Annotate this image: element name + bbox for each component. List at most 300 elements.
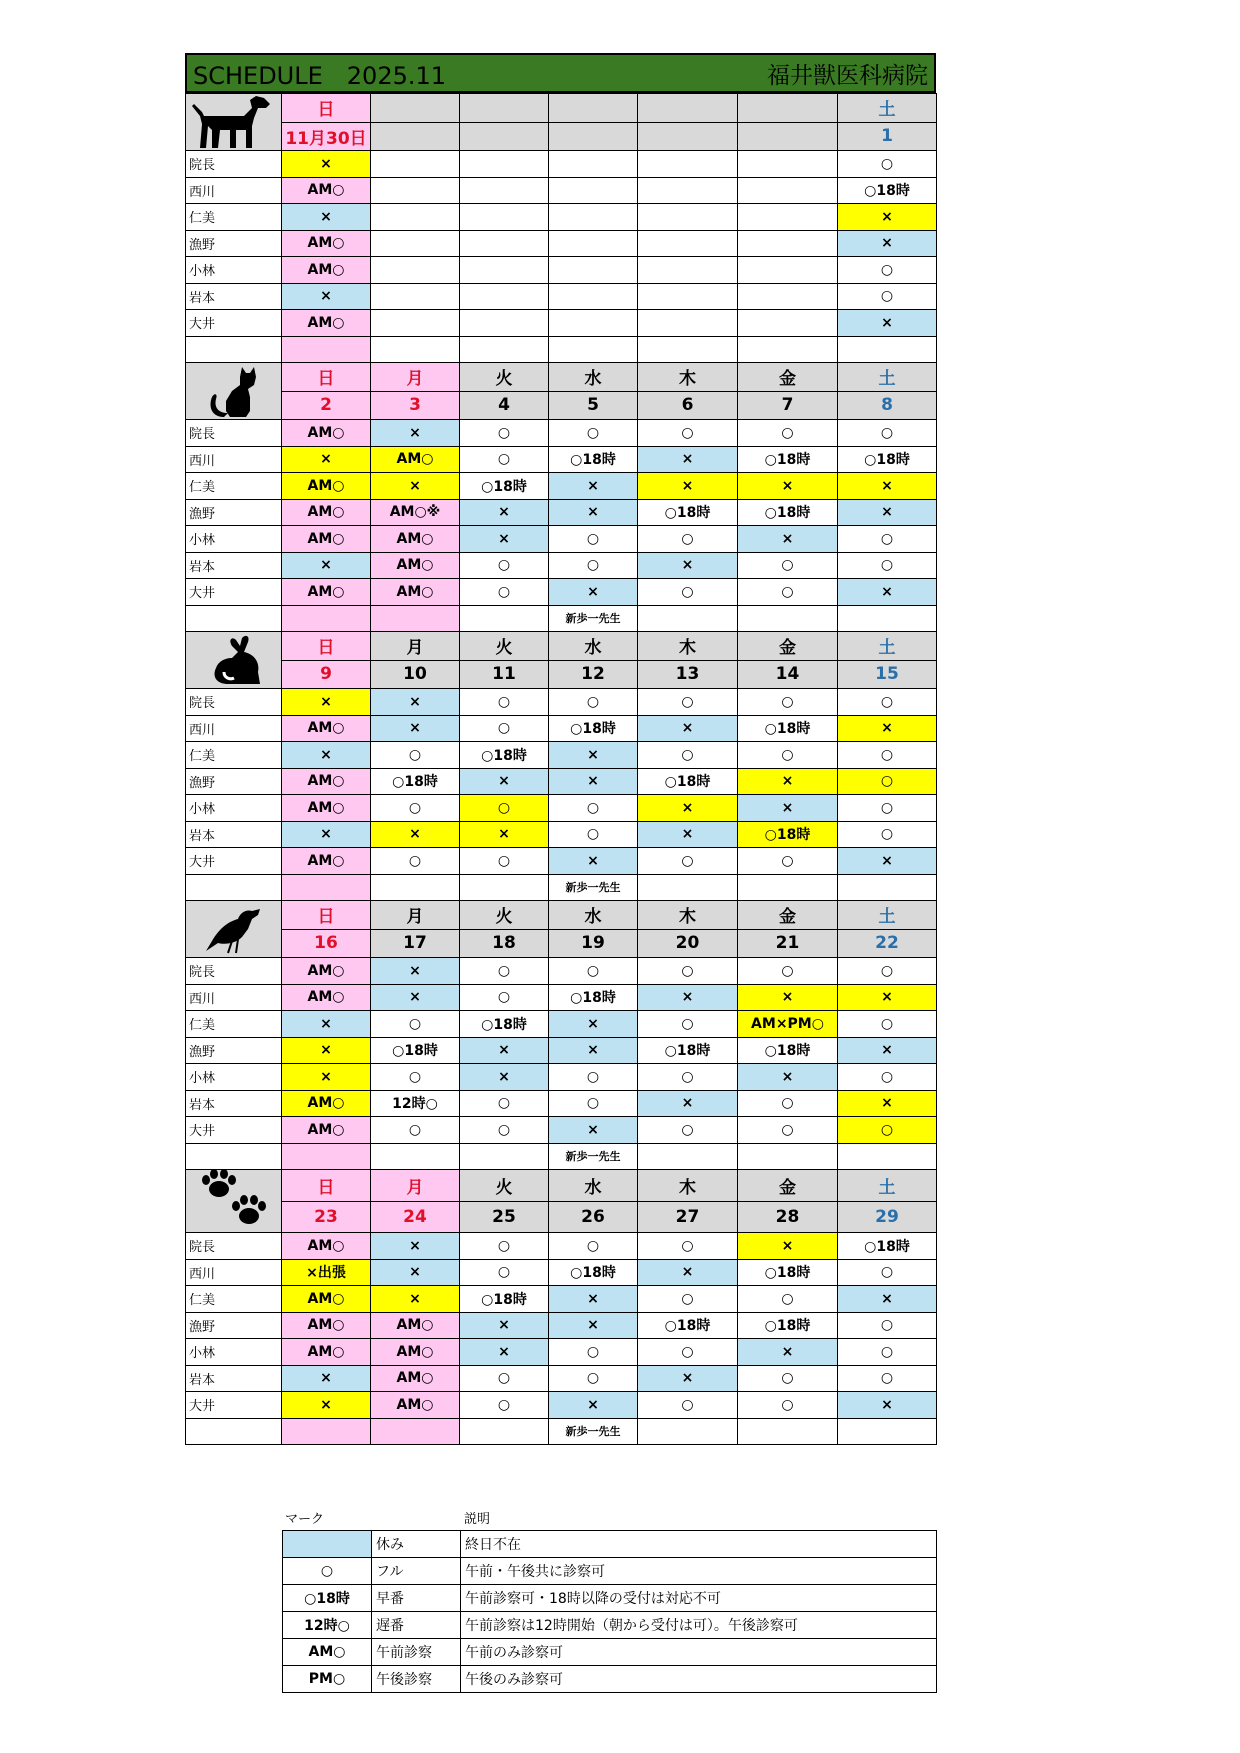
day-of-week: 月 xyxy=(371,632,460,661)
schedule-cell: ○ xyxy=(549,1064,638,1091)
schedule-table xyxy=(185,93,937,1445)
day-of-week xyxy=(738,94,838,123)
schedule-cell: ○18時 xyxy=(371,1037,460,1064)
schedule-cell: × xyxy=(838,984,937,1011)
schedule-cell: ○ xyxy=(638,1233,738,1260)
schedule-cell: ○ xyxy=(549,1233,638,1260)
schedule-cell: ○ xyxy=(738,689,838,716)
staff-name: 西川 xyxy=(186,446,282,473)
schedule-cell: AM○ xyxy=(282,768,371,795)
schedule-cell: ○ xyxy=(838,1064,937,1091)
staff-row xyxy=(186,1312,937,1339)
schedule-cell: × xyxy=(838,230,937,257)
schedule-cell: × xyxy=(738,768,838,795)
week-1-date-row xyxy=(186,122,937,151)
legend-row xyxy=(283,1666,937,1693)
schedule-cell: × xyxy=(838,1090,937,1117)
day-of-week: 金 xyxy=(738,632,838,661)
date-cell: 21 xyxy=(738,929,838,958)
schedule-cell: × xyxy=(638,715,738,742)
schedule-cell: ○ xyxy=(638,579,738,606)
schedule-cell xyxy=(738,283,838,310)
schedule-cell xyxy=(549,310,638,337)
schedule-cell: ○ xyxy=(460,715,549,742)
legend-mark: 12時○ xyxy=(283,1612,372,1639)
staff-name: 岩本 xyxy=(186,552,282,579)
schedule-cell: × xyxy=(838,473,937,500)
schedule-cell: × xyxy=(838,1392,937,1419)
staff-row xyxy=(186,579,937,606)
schedule-cell: ○ xyxy=(371,795,460,822)
schedule-cell: × xyxy=(460,1037,549,1064)
schedule-cell: × xyxy=(738,984,838,1011)
schedule-cell xyxy=(549,283,638,310)
schedule-cell: ○ xyxy=(638,526,738,553)
date-cell xyxy=(549,122,638,151)
schedule-cell: × xyxy=(282,552,371,579)
date-cell: 5 xyxy=(549,391,638,420)
staff-row xyxy=(186,1090,937,1117)
schedule-cell: × xyxy=(460,1064,549,1091)
day-of-week: 火 xyxy=(460,363,549,392)
schedule-cell: ○ xyxy=(460,984,549,1011)
staff-row xyxy=(186,310,937,337)
staff-row xyxy=(186,230,937,257)
schedule-cell: ○ xyxy=(638,689,738,716)
day-of-week: 土 xyxy=(838,94,937,123)
legend-desc: 午前のみ診察可 xyxy=(461,1639,937,1666)
staff-name: 仁美 xyxy=(186,1286,282,1313)
staff-name: 漁野 xyxy=(186,768,282,795)
schedule-cell: × xyxy=(549,1117,638,1144)
day-of-week: 火 xyxy=(460,632,549,661)
staff-row xyxy=(186,1233,937,1260)
schedule-cell: × xyxy=(738,473,838,500)
schedule-cell xyxy=(638,177,738,204)
schedule-cell xyxy=(549,204,638,231)
schedule-cell: × xyxy=(838,579,937,606)
date-cell: 6 xyxy=(638,391,738,420)
schedule-cell: × xyxy=(371,1259,460,1286)
staff-name: 大井 xyxy=(186,1117,282,1144)
staff-row xyxy=(186,283,937,310)
schedule-cell: ○ xyxy=(371,742,460,769)
schedule-cell: × xyxy=(460,499,549,526)
schedule-cell: ○ xyxy=(549,1365,638,1392)
week-5-date-row xyxy=(186,1201,937,1233)
schedule-cell: AM○ xyxy=(282,1312,371,1339)
schedule-cell: × xyxy=(638,821,738,848)
day-of-week: 日 xyxy=(282,632,371,661)
note-row xyxy=(186,1143,937,1170)
day-of-week: 月 xyxy=(371,363,460,392)
schedule-cell: ○ xyxy=(738,552,838,579)
schedule-cell xyxy=(460,283,549,310)
schedule-cell: ○18時 xyxy=(371,768,460,795)
blank-cell xyxy=(282,1418,371,1445)
legend-mark-header: マーク xyxy=(285,1512,325,1527)
blank-cell xyxy=(738,874,838,901)
schedule-cell: ○ xyxy=(460,689,549,716)
schedule-cell: ○ xyxy=(460,552,549,579)
staff-name: 院長 xyxy=(186,151,282,178)
schedule-cell: AM○ xyxy=(371,1365,460,1392)
schedule-cell: × xyxy=(838,204,937,231)
staff-name: 西川 xyxy=(186,984,282,1011)
schedule-cell: AM○ xyxy=(282,1117,371,1144)
staff-name: 岩本 xyxy=(186,821,282,848)
schedule-cell: ○ xyxy=(838,1259,937,1286)
schedule-cell: ○18時 xyxy=(738,1037,838,1064)
schedule-cell: ○ xyxy=(638,958,738,985)
bird-icon xyxy=(186,901,282,958)
blank-cell xyxy=(282,605,371,632)
staff-row xyxy=(186,257,937,284)
blank-cell xyxy=(460,1418,549,1445)
blank-cell xyxy=(638,605,738,632)
schedule-cell: ○ xyxy=(460,1117,549,1144)
schedule-cell: ○ xyxy=(738,1392,838,1419)
schedule-cell: × xyxy=(460,768,549,795)
schedule-cell xyxy=(371,310,460,337)
date-cell: 29 xyxy=(838,1201,937,1233)
staff-row xyxy=(186,768,937,795)
week-3-dow-row xyxy=(186,632,937,661)
schedule-cell: ○ xyxy=(638,742,738,769)
schedule-cell: × xyxy=(638,446,738,473)
schedule-cell: × xyxy=(282,446,371,473)
schedule-title: SCHEDULE 2025.11 xyxy=(193,61,447,90)
staff-row xyxy=(186,177,937,204)
blank-cell xyxy=(738,336,838,363)
schedule-cell: × xyxy=(738,1339,838,1366)
day-of-week: 金 xyxy=(738,363,838,392)
legend-mark: PM○ xyxy=(283,1666,372,1693)
staff-row xyxy=(186,984,937,1011)
schedule-cell: 12時○ xyxy=(371,1090,460,1117)
staff-name: 小林 xyxy=(186,795,282,822)
day-of-week xyxy=(638,94,738,123)
schedule-cell: AM×PM○ xyxy=(738,1011,838,1038)
schedule-cell: ○ xyxy=(371,1117,460,1144)
blank-cell xyxy=(371,336,460,363)
schedule-cell xyxy=(371,177,460,204)
week-2-dow-row xyxy=(186,363,937,392)
schedule-cell: ○18時 xyxy=(549,446,638,473)
schedule-cell: × xyxy=(371,1286,460,1313)
staff-row xyxy=(186,1392,937,1419)
legend-mark xyxy=(283,1531,372,1558)
schedule-cell: × xyxy=(549,1011,638,1038)
staff-name: 小林 xyxy=(186,257,282,284)
blank-cell xyxy=(838,874,937,901)
blank-cell xyxy=(371,605,460,632)
schedule-cell: AM○ xyxy=(371,579,460,606)
staff-name: 仁美 xyxy=(186,204,282,231)
date-cell: 11月30日 xyxy=(282,122,371,151)
day-of-week: 木 xyxy=(638,1170,738,1202)
blank-cell xyxy=(186,1418,282,1445)
schedule-cell: AM○ xyxy=(282,1339,371,1366)
schedule-cell: ○18時 xyxy=(738,1312,838,1339)
schedule-cell: × xyxy=(549,1312,638,1339)
staff-name: 院長 xyxy=(186,689,282,716)
schedule-cell: × xyxy=(638,1365,738,1392)
week-3-date-row xyxy=(186,660,937,689)
legend-row xyxy=(283,1558,937,1585)
schedule-cell: × xyxy=(282,742,371,769)
schedule-cell xyxy=(371,230,460,257)
schedule-cell: ○ xyxy=(371,848,460,875)
blank-cell xyxy=(838,1143,937,1170)
staff-name: 岩本 xyxy=(186,1090,282,1117)
schedule-cell: × xyxy=(282,689,371,716)
date-cell: 20 xyxy=(638,929,738,958)
staff-row xyxy=(186,473,937,500)
schedule-cell: ○ xyxy=(549,552,638,579)
schedule-cell: × xyxy=(282,1392,371,1419)
staff-name: 岩本 xyxy=(186,1365,282,1392)
blank-cell xyxy=(838,1418,937,1445)
staff-row xyxy=(186,795,937,822)
week-4-date-row xyxy=(186,929,937,958)
blank-cell xyxy=(638,874,738,901)
day-of-week: 土 xyxy=(838,363,937,392)
day-of-week: 土 xyxy=(838,1170,937,1202)
day-of-week: 水 xyxy=(549,1170,638,1202)
schedule-cell: × xyxy=(838,1286,937,1313)
schedule-cell xyxy=(371,257,460,284)
schedule-cell: AM○ xyxy=(282,958,371,985)
schedule-cell: ○ xyxy=(460,1233,549,1260)
note-cell: 新歩一先生 xyxy=(549,1418,638,1445)
schedule-cell: × xyxy=(549,768,638,795)
schedule-cell: AM○ xyxy=(282,1286,371,1313)
date-cell xyxy=(738,122,838,151)
day-of-week: 木 xyxy=(638,632,738,661)
schedule-cell: ○ xyxy=(638,1011,738,1038)
schedule-cell: ○ xyxy=(460,1365,549,1392)
schedule-cell: × xyxy=(371,821,460,848)
schedule-cell: ○ xyxy=(460,848,549,875)
schedule-cell: ○ xyxy=(549,689,638,716)
schedule-cell: × xyxy=(638,795,738,822)
schedule-cell: ○ xyxy=(738,848,838,875)
legend-desc: 午後のみ診察可 xyxy=(461,1666,937,1693)
date-cell: 15 xyxy=(838,660,937,689)
schedule-cell: ○ xyxy=(638,1117,738,1144)
staff-name: 仁美 xyxy=(186,1011,282,1038)
schedule-cell: × xyxy=(549,742,638,769)
blank-cell xyxy=(638,1418,738,1445)
date-cell: 10 xyxy=(371,660,460,689)
staff-name: 小林 xyxy=(186,1064,282,1091)
day-of-week: 日 xyxy=(282,94,371,123)
schedule-cell: ○18時 xyxy=(460,742,549,769)
schedule-cell: AM○ xyxy=(371,446,460,473)
staff-name: 漁野 xyxy=(186,1312,282,1339)
dog-icon xyxy=(186,94,282,151)
staff-row xyxy=(186,1037,937,1064)
date-cell: 14 xyxy=(738,660,838,689)
schedule-cell: ○ xyxy=(838,689,937,716)
day-of-week: 金 xyxy=(738,901,838,930)
legend-row xyxy=(283,1531,937,1558)
schedule-cell: × xyxy=(549,1286,638,1313)
schedule-cell: × xyxy=(460,1339,549,1366)
staff-row xyxy=(186,848,937,875)
blank-cell xyxy=(460,874,549,901)
day-of-week: 月 xyxy=(371,1170,460,1202)
schedule-cell: ○ xyxy=(838,958,937,985)
schedule-cell: ○18時 xyxy=(549,984,638,1011)
schedule-cell: × xyxy=(371,958,460,985)
staff-name: 大井 xyxy=(186,310,282,337)
blank-cell xyxy=(460,1143,549,1170)
schedule-cell: × xyxy=(549,499,638,526)
note-cell: 新歩一先生 xyxy=(549,1143,638,1170)
staff-row xyxy=(186,526,937,553)
date-cell: 12 xyxy=(549,660,638,689)
staff-name: 院長 xyxy=(186,420,282,447)
schedule-cell xyxy=(638,230,738,257)
schedule-cell: AM○ xyxy=(371,1339,460,1366)
day-of-week: 日 xyxy=(282,1170,371,1202)
schedule-cell: × xyxy=(638,552,738,579)
staff-row xyxy=(186,446,937,473)
legend-label: 遅番 xyxy=(372,1612,461,1639)
schedule-cell: ○ xyxy=(838,1117,937,1144)
date-cell: 23 xyxy=(282,1201,371,1233)
schedule-cell: × xyxy=(838,715,937,742)
schedule-cell xyxy=(460,230,549,257)
date-cell xyxy=(371,122,460,151)
date-cell: 3 xyxy=(371,391,460,420)
schedule-cell: × xyxy=(282,204,371,231)
schedule-cell: AM○ xyxy=(282,310,371,337)
staff-row xyxy=(186,1117,937,1144)
schedule-cell xyxy=(371,151,460,178)
date-cell: 9 xyxy=(282,660,371,689)
schedule-cell: ○18時 xyxy=(460,1286,549,1313)
schedule-cell: ○ xyxy=(738,742,838,769)
schedule-cell: ○ xyxy=(371,1011,460,1038)
schedule-cell xyxy=(371,204,460,231)
note-cell: 新歩一先生 xyxy=(549,605,638,632)
schedule-cell xyxy=(460,310,549,337)
legend-desc: 午前・午後共に診察可 xyxy=(461,1558,937,1585)
schedule-cell: ○ xyxy=(638,1064,738,1091)
schedule-cell: ○ xyxy=(838,420,937,447)
blank-cell xyxy=(186,874,282,901)
date-cell: 7 xyxy=(738,391,838,420)
staff-name: 漁野 xyxy=(186,499,282,526)
title-bar xyxy=(185,53,936,93)
day-of-week xyxy=(460,94,549,123)
day-of-week: 水 xyxy=(549,632,638,661)
schedule-cell xyxy=(638,310,738,337)
schedule-cell: AM○ xyxy=(282,984,371,1011)
cat-icon xyxy=(186,363,282,420)
schedule-cell xyxy=(738,177,838,204)
schedule-cell: ○ xyxy=(460,420,549,447)
schedule-cell: ○18時 xyxy=(738,1259,838,1286)
staff-row xyxy=(186,204,937,231)
schedule-cell xyxy=(638,283,738,310)
schedule-cell: AM○ xyxy=(282,1233,371,1260)
schedule-cell xyxy=(549,151,638,178)
schedule-cell: ○ xyxy=(838,1365,937,1392)
staff-row xyxy=(186,715,937,742)
schedule-cell: ○ xyxy=(838,151,937,178)
day-of-week: 日 xyxy=(282,901,371,930)
staff-name: 西川 xyxy=(186,715,282,742)
legend-mark: ○ xyxy=(283,1558,372,1585)
schedule-cell: × xyxy=(549,848,638,875)
schedule-cell: ○ xyxy=(549,1090,638,1117)
schedule-cell: × xyxy=(282,1011,371,1038)
schedule-cell: AM○ xyxy=(282,795,371,822)
clinic-name: 福井獣医科病院 xyxy=(767,62,928,89)
schedule-cell: × xyxy=(371,473,460,500)
schedule-cell xyxy=(460,151,549,178)
blank-cell xyxy=(838,336,937,363)
date-cell: 26 xyxy=(549,1201,638,1233)
schedule-cell: ○ xyxy=(738,1090,838,1117)
schedule-cell: AM○ xyxy=(371,1312,460,1339)
legend-mark: AM○ xyxy=(283,1639,372,1666)
schedule-cell: ○ xyxy=(460,579,549,606)
schedule-cell: ○ xyxy=(838,257,937,284)
day-of-week: 木 xyxy=(638,363,738,392)
schedule-cell: ○ xyxy=(638,420,738,447)
date-cell: 24 xyxy=(371,1201,460,1233)
date-cell: 19 xyxy=(549,929,638,958)
legend-label: 午前診察 xyxy=(372,1639,461,1666)
note-row xyxy=(186,1418,937,1445)
legend-desc: 終日不在 xyxy=(461,1531,937,1558)
schedule-cell: × xyxy=(838,848,937,875)
schedule-cell: ×出張 xyxy=(282,1259,371,1286)
date-cell: 17 xyxy=(371,929,460,958)
note-cell: 新歩一先生 xyxy=(549,874,638,901)
schedule-cell: ○ xyxy=(838,1339,937,1366)
staff-row xyxy=(186,1011,937,1038)
schedule-cell: ○18時 xyxy=(638,1037,738,1064)
schedule-cell: ○18時 xyxy=(838,446,937,473)
schedule-cell: × xyxy=(638,473,738,500)
schedule-cell: ○ xyxy=(738,420,838,447)
date-cell: 1 xyxy=(838,122,937,151)
staff-name: 仁美 xyxy=(186,742,282,769)
staff-name: 西川 xyxy=(186,177,282,204)
schedule-cell: ○18時 xyxy=(738,715,838,742)
schedule-cell: ○ xyxy=(738,958,838,985)
legend-row xyxy=(283,1612,937,1639)
legend-label: 午後診察 xyxy=(372,1666,461,1693)
staff-name: 漁野 xyxy=(186,1037,282,1064)
schedule-cell: AM○ xyxy=(282,715,371,742)
schedule-cell xyxy=(738,257,838,284)
schedule-cell: × xyxy=(838,499,937,526)
schedule-cell: AM○ xyxy=(282,230,371,257)
date-cell: 28 xyxy=(738,1201,838,1233)
schedule-cell: × xyxy=(738,526,838,553)
day-of-week: 金 xyxy=(738,1170,838,1202)
week-2-date-row xyxy=(186,391,937,420)
schedule-cell: ○ xyxy=(460,1259,549,1286)
schedule-cell: × xyxy=(549,579,638,606)
